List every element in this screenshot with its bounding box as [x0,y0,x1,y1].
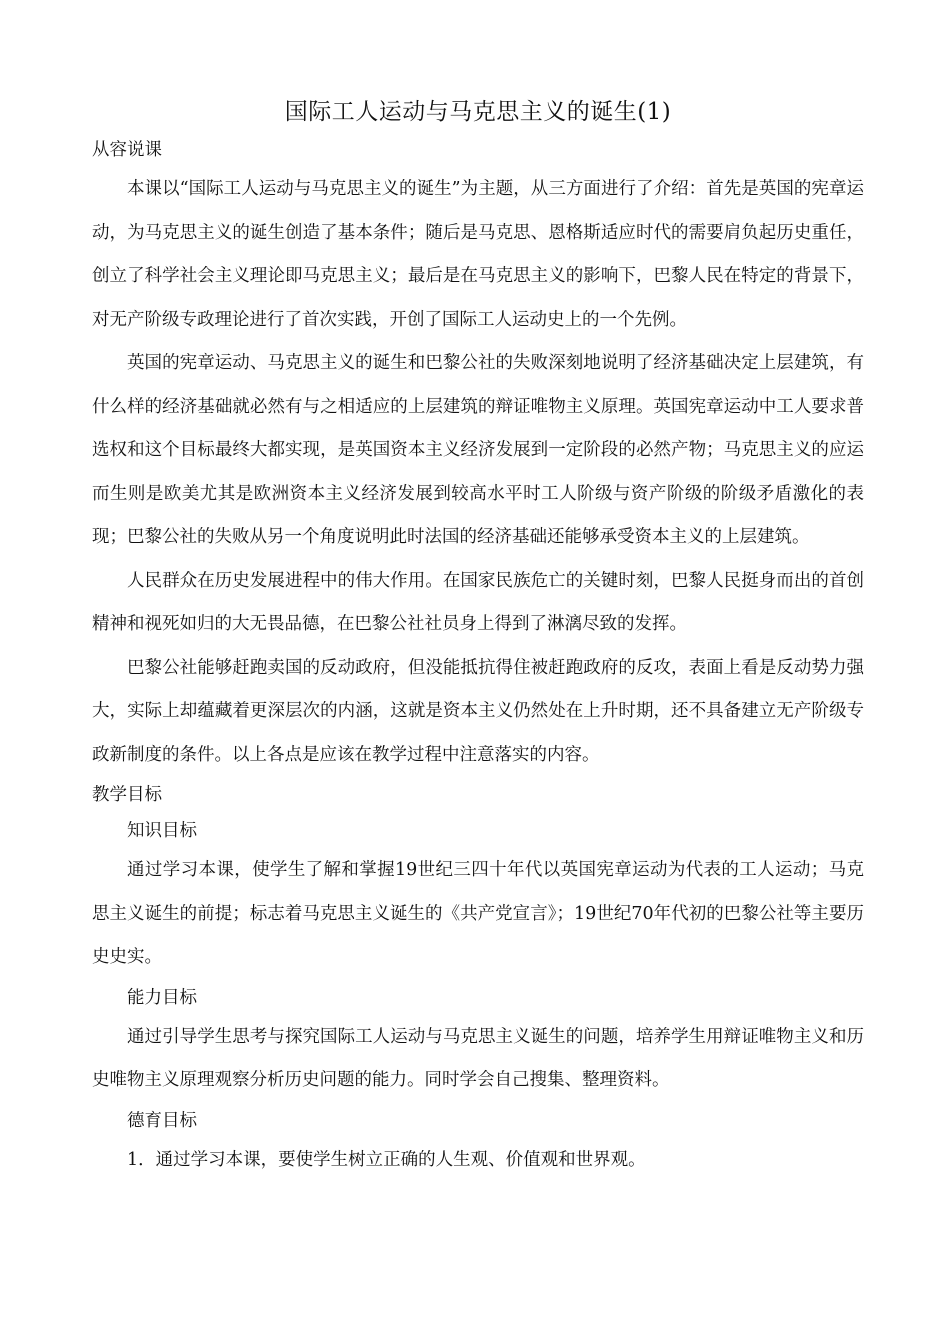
subheading-moral: 德育目标 [127,1110,197,1131]
section-heading-goals: 教学目标 [92,785,162,805]
intro-paragraph-1: 本课以“国际工人运动与马克思主义的诞生”为主题，从三方面进行了介绍：首先是英国的宪章运动，为马克思主义的诞生创造了基本条件；随后是马克思、恩格斯适应时代的需要肩负起历史重任，创立了科学社会主义理论即马克思主义；最后是在马克思主义的影响下，巴黎人民在特定的背景下，对无产阶级专政理论进行了首次实践，开创了国际工人运动史上的一个先例。 [92,179,864,330]
intro-paragraph-2: 英国的宪章运动、马克思主义的诞生和巴黎公社的失败深刻地说明了经济基础决定上层建筑，有什么样的经济基础就必然有与之相适应的上层建筑的辩证唯物主义原理。英国宪章运动中工人要求普选权和这个目标最终大都实现，是英国资本主义经济发展到一定阶段的必然产物；马克思主义的应运而生则是欧美尤其是欧洲资本主义经济发展到较高水平时工人阶级与资产阶级的阶级矛盾激化的表现；巴黎公社的失败从另一个角度说明此时法国的经济基础还能够承受资本主义的上层建筑。 [92,353,864,547]
subheading-ability: 能力目标 [127,987,197,1008]
document-title: 国际工人运动与马克思主义的诞生(1) [284,99,672,125]
ability-paragraph: 通过引导学生思考与探究国际工人运动与马克思主义诞生的问题，培养学生用辩证唯物主义和历史唯物主义原理观察分析历史问题的能力。同时学会自己搜集、整理资料。 [92,1026,864,1090]
knowledge-paragraph: 通过学习本课，使学生了解和掌握19世纪三四十年代以英国宪章运动为代表的工人运动；马克思主义诞生的前提；标志着马克思主义诞生的《共产党宣言》；19世纪70年代初的巴黎公社等主要历史史实。 [92,860,864,967]
section-heading-intro: 从容说课 [92,140,162,160]
moral-item-1: 1．通过学习本课，要使学生树立正确的人生观、价值观和世界观。 [127,1149,646,1170]
subheading-knowledge: 知识目标 [127,821,197,841]
document-page [92,92,864,1182]
intro-paragraph-3: 人民群众在历史发展进程中的伟大作用。在国家民族危亡的关键时刻，巴黎人民挺身而出的首创精神和视死如归的大无畏品德，在巴黎公社社员身上得到了淋漓尽致的发挥。 [92,570,864,634]
intro-paragraph-4: 巴黎公社能够赶跑卖国的反动政府，但没能抵抗得住被赶跑政府的反攻，表面上看是反动势力强大，实际上却蕴藏着更深层次的内涵，这就是资本主义仍然处在上升时期，还不具备建立无产阶级专政新制度的条件。以上各点是应该在教学过程中注意落实的内容。 [92,657,864,765]
